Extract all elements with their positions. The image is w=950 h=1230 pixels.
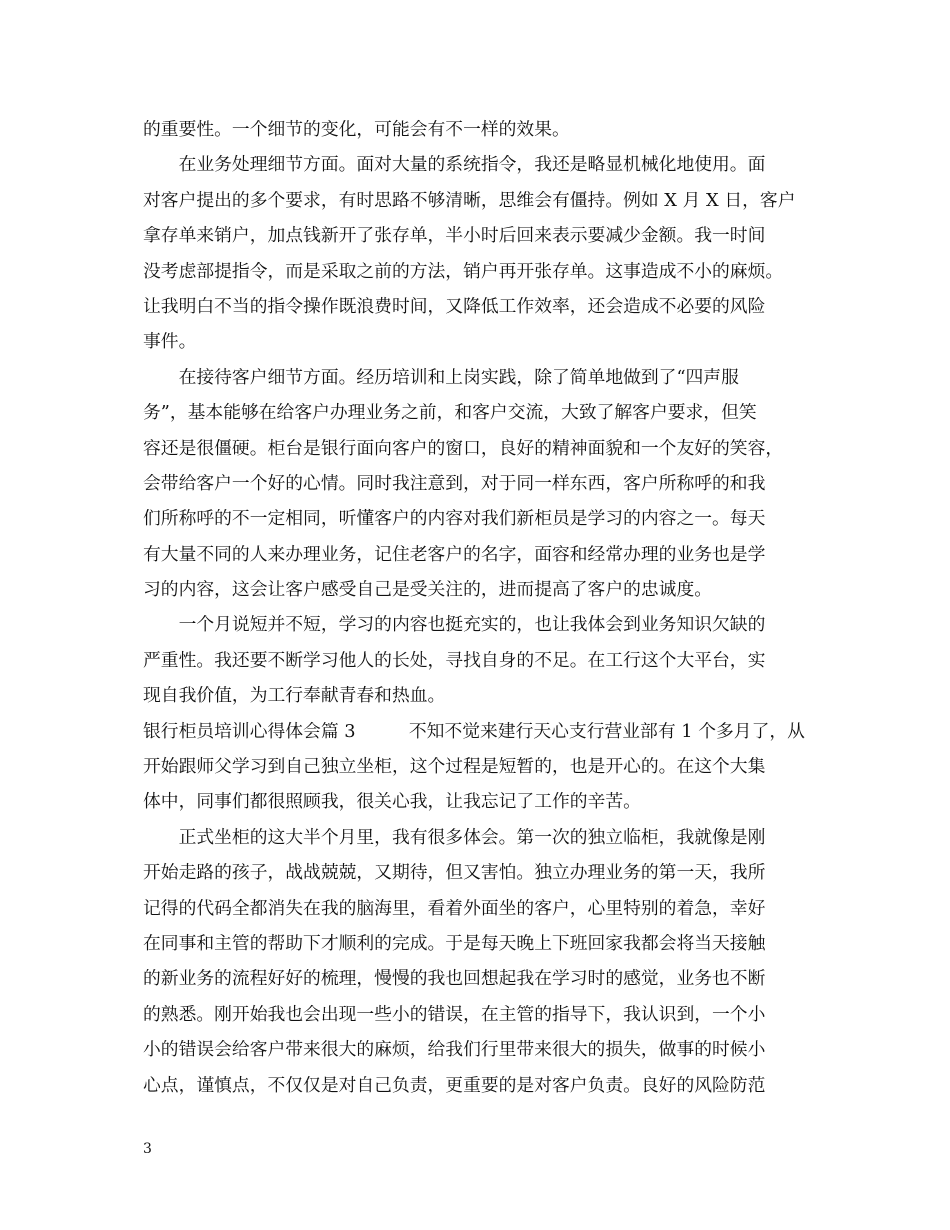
text-line: 开始跟师父学习到自己独立坐柜，这个过程是短暂的，也是开心的。在这个大集 bbox=[143, 756, 766, 778]
text-line: 有大量不同的人来办理业务，记住老客户的名字，面容和经常办理的业务也是学 bbox=[143, 543, 766, 565]
text-line: 在接待客户细节方面。经历培训和上岗实践，除了简单地做到了“四声服 bbox=[143, 366, 739, 388]
text-line: 们所称呼的不一定相同，听懂客户的内容对我们新柜员是学习的内容之一。每天 bbox=[143, 508, 766, 530]
text-line: 一个月说短并不短，学习的内容也挺充实的，也让我体会到业务知识欠缺的 bbox=[143, 614, 766, 636]
section-heading-line: 银行柜员培训心得体会篇 3 不知不觉来建行天心支行营业部有 1 个多月了，从 bbox=[143, 720, 805, 742]
page-number: 3 bbox=[143, 1141, 152, 1157]
text-line: 开始走路的孩子，战战兢兢，又期待，但又害怕。独立办理业务的第一天，我所 bbox=[143, 862, 766, 884]
text-line: 让我明白不当的指令操作既浪费时间，又降低工作效率，还会造成不必要的风险 bbox=[143, 295, 766, 317]
text-line: 的熟悉。刚开始我也会出现一些小的错误，在主管的指导下，我认识到，一个小 bbox=[143, 1003, 766, 1025]
body-text bbox=[143, 112, 823, 1103]
text-line: 拿存单来销户，加点钱新开了张存单，半小时后回来表示要减少金额。我一时间 bbox=[143, 225, 766, 247]
text-line: 会带给客户一个好的心情。同时我注意到，对于同一样东西，客户所称呼的和我 bbox=[143, 472, 766, 494]
text-line: 务”，基本能够在给客户办理业务之前，和客户交流，大致了解客户要求，但笑 bbox=[143, 402, 757, 424]
text-line: 习的内容，这会让客户感受自己是受关注的，进而提高了客户的忠诚度。 bbox=[143, 579, 713, 601]
text-line: 对客户提出的多个要求，有时思路不够清晰，思维会有僵持。例如 X 月 X 日，客户 bbox=[143, 189, 796, 211]
text-line: 的新业务的流程好好的梳理，慢慢的我也回想起我在学习时的感觉，业务也不断 bbox=[143, 968, 766, 990]
text-line: 正式坐柜的这大半个月里，我有很多体会。第一次的独立临柜，我就像是刚 bbox=[143, 826, 766, 848]
text-line: 没考虑部提指令，而是采取之前的方法，销户再开张存单。这事造成不小的麻烦。 bbox=[143, 260, 784, 282]
text-line: 心点，谨慎点，不仅仅是对自己负责，更重要的是对客户负责。良好的风险防范 bbox=[143, 1074, 766, 1096]
text-line: 小的错误会给客户带来很大的麻烦，给我们行里带来很大的损失，做事的时候小 bbox=[143, 1039, 766, 1061]
text-line: 事件。 bbox=[143, 331, 197, 353]
text-line: 在业务处理细节方面。面对大量的系统指令，我还是略显机械化地使用。面 bbox=[143, 154, 766, 176]
text-line: 在同事和主管的帮助下才顺利的完成。于是每天晚上下班回家我都会将当天接触 bbox=[143, 932, 766, 954]
text-line: 现自我价值，为工行奉献青春和热血。 bbox=[143, 685, 446, 707]
text-line: 记得的代码全都消失在我的脑海里，看着外面坐的客户，心里特别的着急，幸好 bbox=[143, 897, 766, 919]
text-line: 容还是很僵硬。柜台是银行面向客户的窗口，良好的精神面貌和一个友好的笑容， bbox=[143, 437, 784, 459]
text-line: 体中，同事们都很照顾我，很关心我，让我忘记了工作的辛苦。 bbox=[143, 791, 641, 813]
text-line: 的重要性。一个细节的变化，可能会有不一样的效果。 bbox=[143, 119, 570, 140]
text-line: 严重性。我还要不断学习他人的长处，寻找自身的不足。在工行这个大平台，实 bbox=[143, 649, 766, 671]
